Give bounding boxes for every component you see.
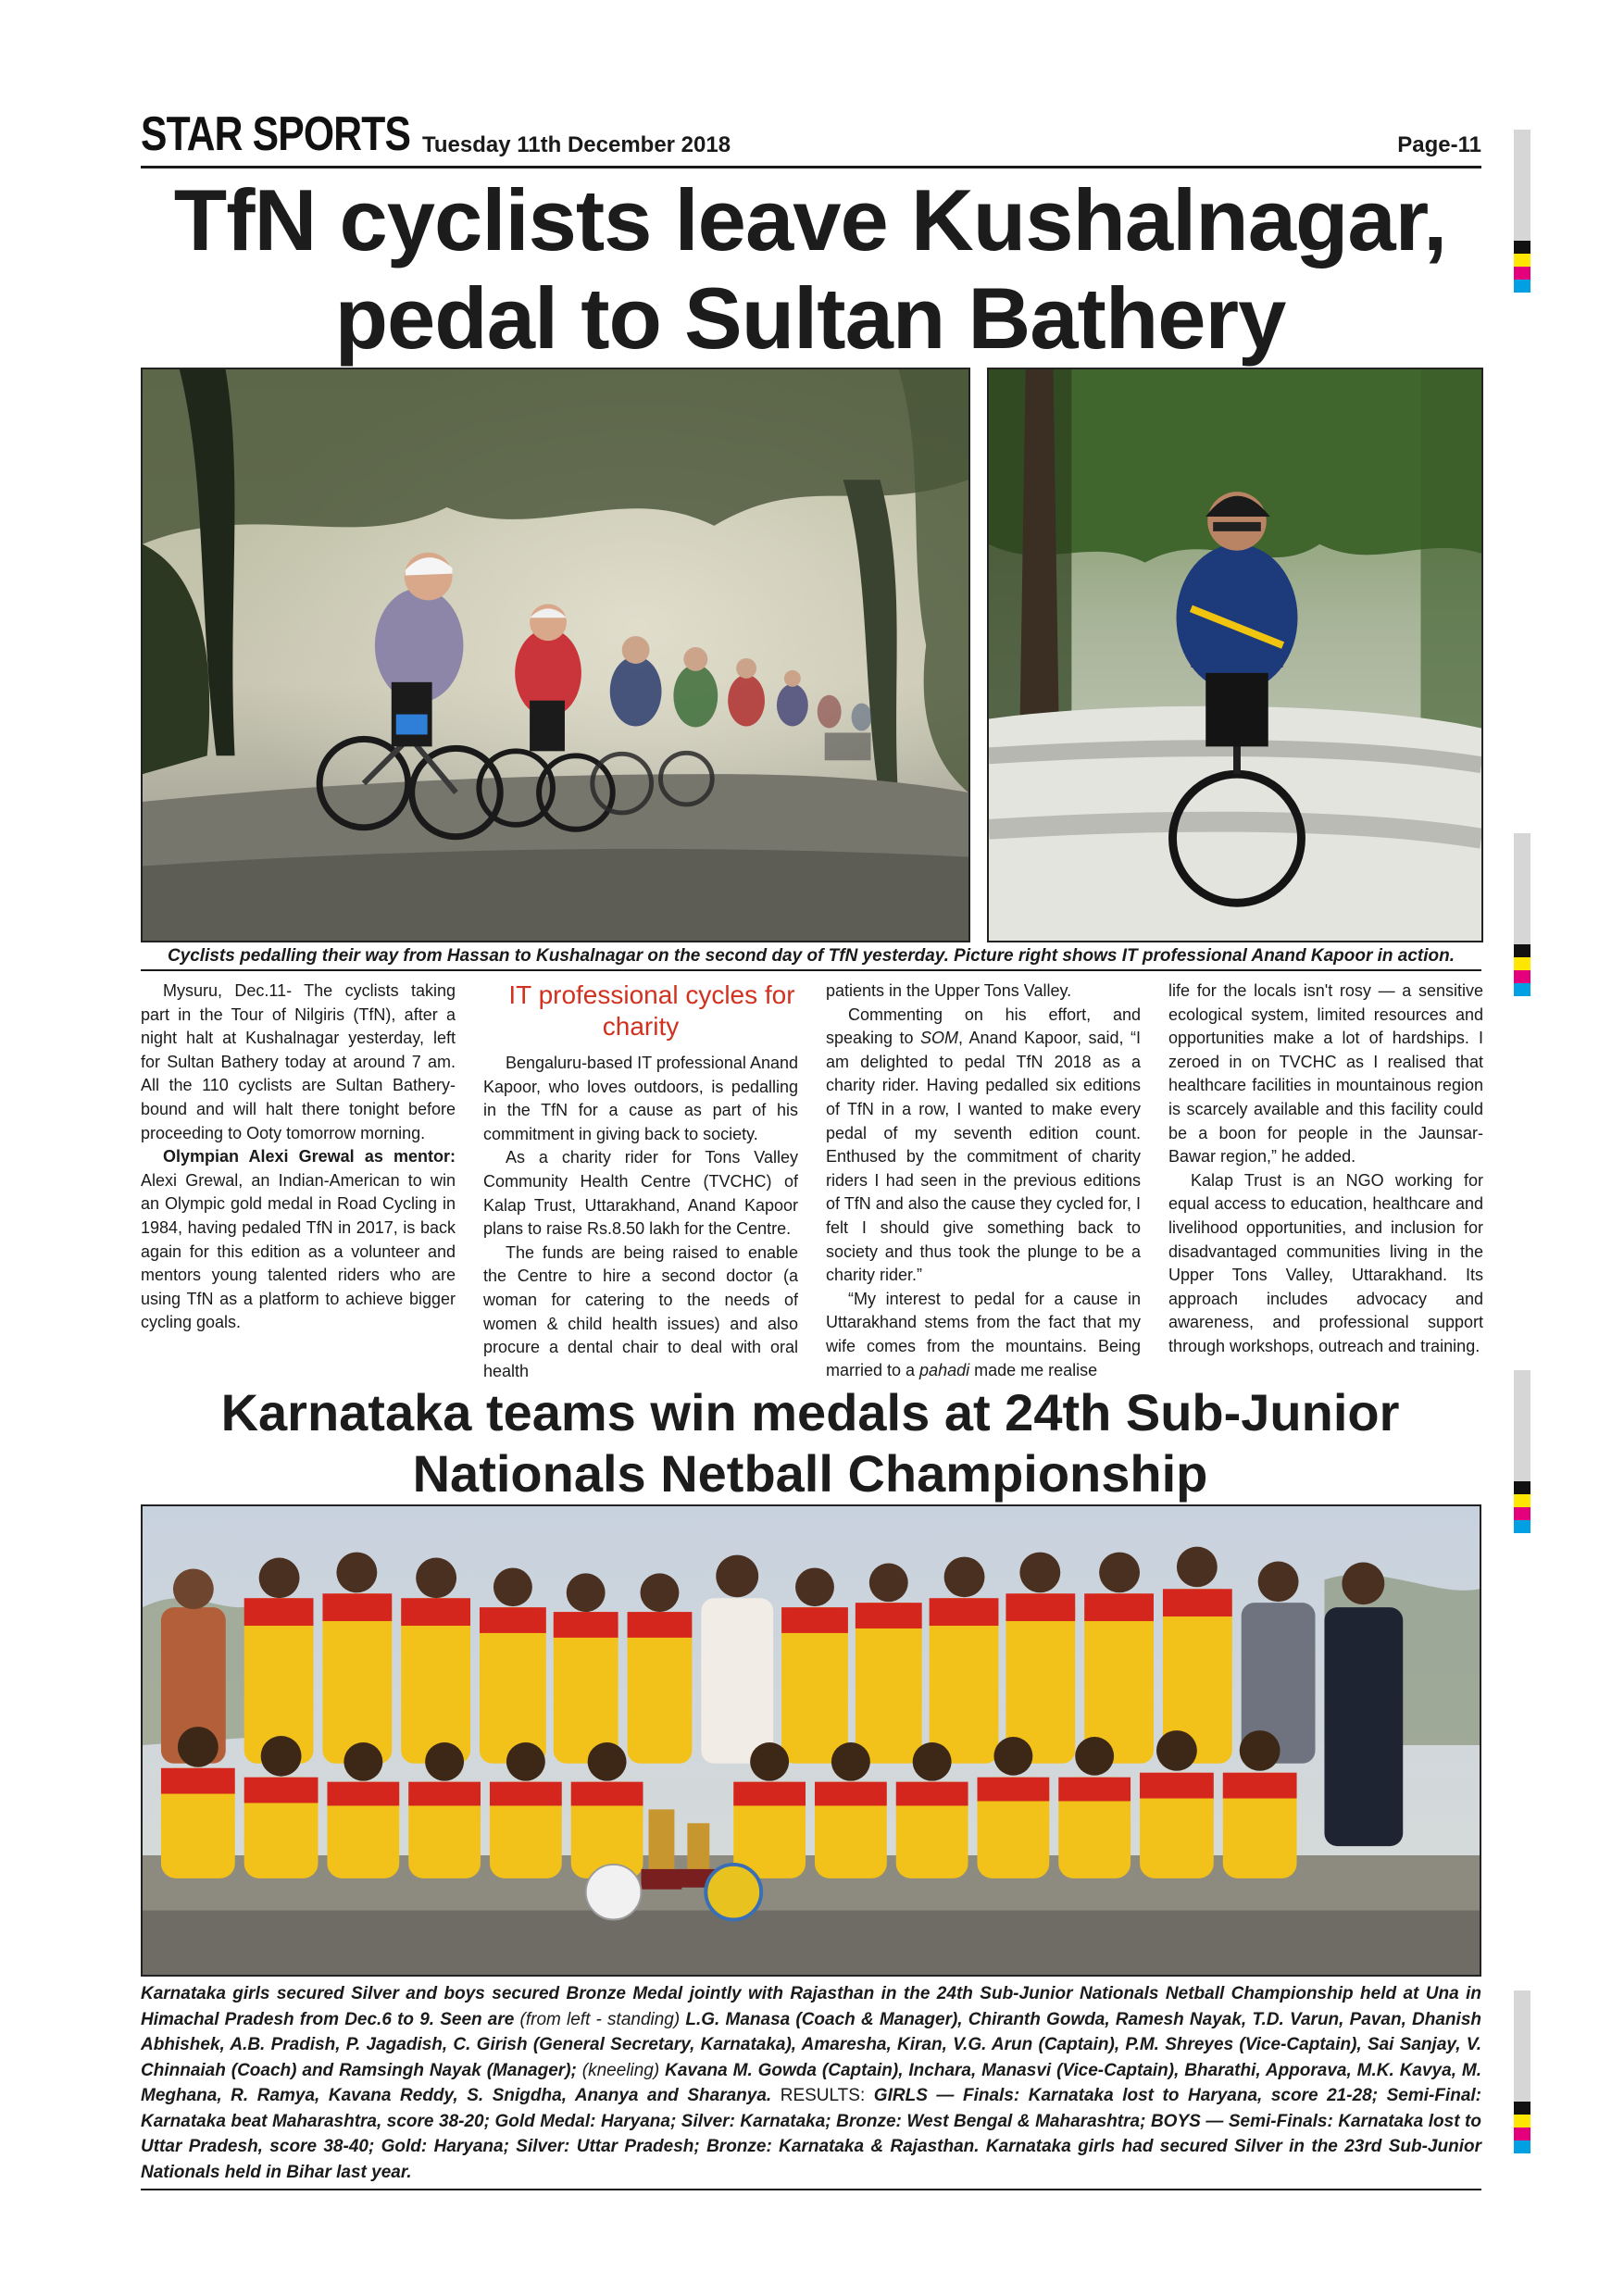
story1-headline-line1: TfN cyclists leave Kushalnagar, [173,171,1447,268]
section-title: STAR SPORTS [141,107,411,161]
photo-cyclists-illustration [143,369,968,941]
story1-paragraph [826,1288,1141,1382]
story1-paragraph: patients in the Upper Tons Valley. [826,981,1072,1000]
registration-mark [1514,1370,1530,1533]
masthead [141,107,1481,168]
story2-headline-line2: Nationals Netball Championship [412,1444,1208,1503]
issue-date: Tuesday 11th December 2018 [422,132,731,157]
caption-results-label: RESULTS: [780,2086,866,2105]
story1-column-3 [826,980,1141,1382]
photo-anand-illustration [989,369,1481,941]
photo-netball-team [141,1504,1481,1977]
registration-mark [1514,833,1530,996]
story1-paragraph: As a charity rider for Tons Valley Community Health Centre (TVCHC) of Kalap Trust, Uttarakhand, Anand Kapoor plans to raise Rs.8.50 lakh for the Centre. [483,1148,798,1239]
photo-caption-cyclists: Cyclists pedalling their way from Hassan to Kushalnagar on the second day of TfN yesterday. Picture right shows IT professional Anand Kapoor in action. [141,945,1481,971]
photo-caption-netball [141,1981,1481,2190]
story1-paragraph [826,1004,1141,1288]
italic-word: pahadi [919,1360,970,1379]
story1-headline [130,171,1491,368]
story1-headline-line2: pedal to Sultan Bathery [334,269,1286,367]
photo-team-illustration [143,1506,1480,1975]
story2-headline-line1: Karnataka teams win medals at 24th Sub-Junior [220,1383,1400,1441]
publication-name: SOM [920,1029,959,1048]
story1-column-2 [483,980,798,1383]
story1-subhead: IT professional cycles for charity [508,980,795,1041]
paragraph-text: “My interest to pedal for a cause in Uttarakhand stems from the fact that my wife comes from the mountains. Being married to a [826,1289,1141,1379]
caption-text: Karnataka girls secured Silver and boys secured Bronze Medal jointly with Rajasthan in the 24th Sub-Junior Nationals Netball Championship held at Una in Himachal Pradesh from Dec.6 to 9. Seen are [141,1984,1481,2029]
story1-paragraph: Bengaluru-based IT professional Anand Kapoor, who loves outdoors, is pedalling in the TfN for a cause as part of his commitment in giving back to society. [483,1054,798,1143]
caption-text: L.G. Manasa (Coach & Manager), Chiranth Gowda, Ramesh Nayak, T.D. Varun, Pavan, Dhanish Abhishek, A.B. Pradish, P. Jagadish, C. Girish (General Secretary, Karnataka), Amaresha, Kiran, V.G. Arun (Captain), P.M. Shreyes (Vice-Captain), Sai Sanjay, V. Chinnaiah (Coach) and Ramsingh Nayak (Manager); [141,2009,1481,2080]
photo-anand-kapoor [987,368,1483,942]
page-number: Page-11 [1397,132,1481,157]
paragraph-body: Alexi Grewal, an Indian-American to win an Olympic gold medal in Road Cycling in 1984, having pedaled TfN in 2017, is back again for this edition as a volunteer and mentors young talented riders who are using TfN as a platform to achieve bigger cycling goals. [141,1170,456,1332]
story1-column-1 [141,980,456,1335]
story1-paragraph [141,1145,456,1335]
registration-mark [1514,130,1530,293]
paragraph-lead-in: Olympian Alexi Grewal as mentor: [163,1147,456,1167]
paragraph-text: Commenting on his effort, and speaking to [826,1004,1141,1048]
story1-paragraph: Mysuru, Dec.11- The cyclists taking part in the Tour of Nilgiris (TfN), after a night halt at Kushalnagar yesterday, left for Sultan Bathery today at around 7 am. All the 110 cyclists are Sultan Bathery-bound and will halt there tonight before proceeding to Ooty tomorrow morning. [141,981,456,1142]
paragraph-text: , Anand Kapoor, said, “I am delighted to pedal TfN 2018 as a charity rider. Having pedalled six editions of TfN in a row, I wanted to make every pedal of my seventh edition count. Enthused by the commitment of charity riders I had seen in the previous editions of TfN and also the cause they cycled for, I felt I should give something back to society and thus took the plunge to be a charity rider.” [826,1029,1141,1285]
photo-cyclists-peloton [141,368,970,942]
story1-paragraph: life for the locals isn't rosy — a sensitive ecological system, limited resources and opportunities make a lot of hardships. I zeroed in on TVCHC as I realised that healthcare facilities in mountainous region is scarcely available and this facility could be a boon for people in the Jaunsar-Bawar region,” he added. [1168,981,1483,1167]
caption-note: (from left - standing) [519,2009,681,2029]
story2-headline [130,1382,1491,1504]
registration-mark [1514,1990,1530,2153]
caption-text: Kavana M. Gowda (Captain), Inchara, Manasvi (Vice-Captain), Bharathi, Apporava, M.K. Kavya, M. Meghana, R. Ramya, Kavana Reddy, S. Snigdha, Ananya and Sharanya. [141,2060,1481,2105]
story1-paragraph: Kalap Trust is an NGO working for equal access to education, healthcare and livelihood opportunities, and inclusion for disadvantaged communities living in the Upper Tons Valley, Uttarakhand. Its approach includes advocacy and awareness, and professional support through workshops, outreach and training. [1168,1170,1483,1355]
caption-results: GIRLS — Finals: Karnataka lost to Haryana, score 21-28; Semi-Final: Karnataka beat Maharashtra, score 38-20; Gold Medal: Haryana; Silver: Karnataka; Bronze: West Bengal & Maharashtra; BOYS — Semi-Finals: Karnataka lost to Uttar Pradesh, score 38-40; Gold: Haryana; Silver: Uttar Pradesh; Bronze: Karnataka & Rajasthan. Karnataka girls had secured Silver in the 23rd Sub-Junior Nationals held in Bihar last year. [141,2086,1481,2182]
story1-paragraph: The funds are being raised to enable the Centre to hire a second doctor (a woman for catering to the needs of women & child health issues) and also procure a dental chair to deal with oral health [483,1242,798,1380]
caption-note: (kneeling) [581,2060,660,2080]
story1-column-4 [1168,980,1483,1359]
paragraph-text: made me realise [969,1360,1098,1379]
